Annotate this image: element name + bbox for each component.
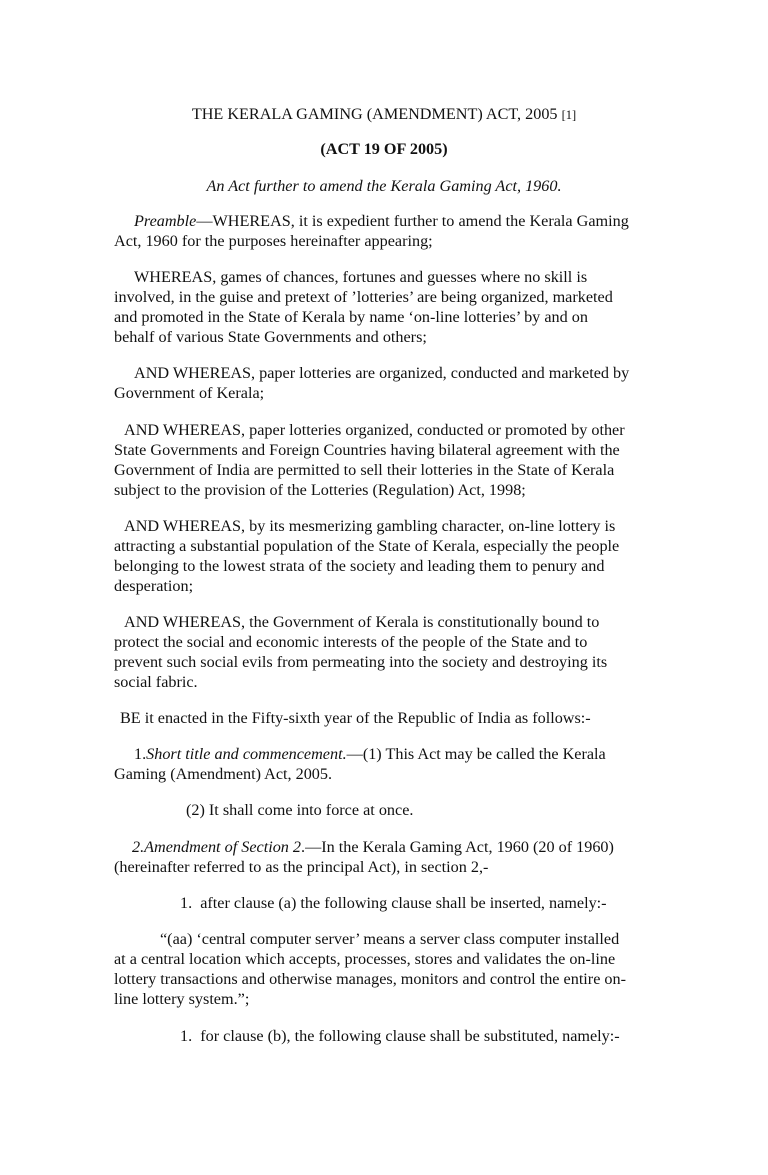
footnote-ref[interactable]: [1] [561,108,577,122]
section-1-line-1: 1.Short title and commencement.—(1) This Act may be called the Kerala [134,745,606,763]
preamble-line-1: Preamble—WHEREAS, it is expedient further to amend the Kerala Gaming [134,212,629,230]
whereas-1-line: behalf of various State Governments and others; [114,328,427,346]
whereas-4-line: attracting a substantial population of the State of Kerala, especially the people [114,537,620,555]
whereas-3-line: subject to the provision of the Lotteries (Regulation) Act, 1998; [114,481,526,499]
whereas-4-line: desperation; [114,577,194,595]
act-number: (ACT 19 OF 2005) [320,140,448,158]
clause-aa-line: “(aa) ‘central computer server’ means a server class computer installed [160,930,620,948]
whereas-3-line: Government of India are permitted to sell their lotteries in the State of Kerala [114,461,615,479]
section-1-subsection-2: (2) It shall come into force at once. [186,801,414,819]
whereas-3-line: AND WHEREAS, paper lotteries organized, conducted or promoted by other [124,421,625,439]
clause-aa-line: lottery transactions and otherwise manages, monitors and control the entire on- [114,970,627,988]
preamble-line-2: Act, 1960 for the purposes hereinafter appearing; [114,232,433,250]
whereas-2-line: AND WHEREAS, paper lotteries are organized, conducted and marketed by [134,364,630,382]
whereas-1-line: involved, in the guise and pretext of ’lotteries’ are being organized, marketed [114,288,613,306]
whereas-5-line: social fabric. [114,673,198,691]
section-1-line-2: Gaming (Amendment) Act, 2005. [114,765,333,783]
whereas-1-line: WHEREAS, games of chances, fortunes and guesses where no skill is [134,268,588,286]
whereas-2-line: Government of Kerala; [114,384,265,402]
list-item: 1. for clause (b), the following clause shall be substituted, namely:- [180,1027,620,1045]
whereas-5-line: protect the social and economic interests of the people of the State and to [114,633,588,651]
whereas-1-line: and promoted in the State of Kerala by name ‘on-line lotteries’ by and on [114,308,588,326]
enacting-clause: BE it enacted in the Fifty-sixth year of the Republic of India as follows:- [120,709,591,727]
section-2-line-1: 2.Amendment of Section 2.—In the Kerala Gaming Act, 1960 (20 of 1960) [132,838,614,856]
clause-aa-line: line lottery system.”; [114,990,250,1008]
whereas-5-line: AND WHEREAS, the Government of Kerala is constitutionally bound to [124,613,600,631]
whereas-4-line: belonging to the lowest strata of the society and leading them to penury and [114,557,605,575]
section-2-line-2: (hereinafter referred to as the principal Act), in section 2,- [114,858,489,876]
list-item: 1. after clause (a) the following clause shall be inserted, namely:- [180,894,607,912]
long-title: An Act further to amend the Kerala Gaming Act, 1960. [206,177,562,195]
whereas-3-line: State Governments and Foreign Countries having bilateral agreement with the [114,441,620,459]
whereas-4-line: AND WHEREAS, by its mesmerizing gambling character, on-line lottery is [124,517,616,535]
whereas-5-line: prevent such social evils from permeating into the society and destroying its [114,653,608,671]
clause-aa-line: at a central location which accepts, processes, stores and validates the on-line [114,950,616,968]
act-title: THE KERALA GAMING (AMENDMENT) ACT, 2005 [1] [191,105,577,123]
